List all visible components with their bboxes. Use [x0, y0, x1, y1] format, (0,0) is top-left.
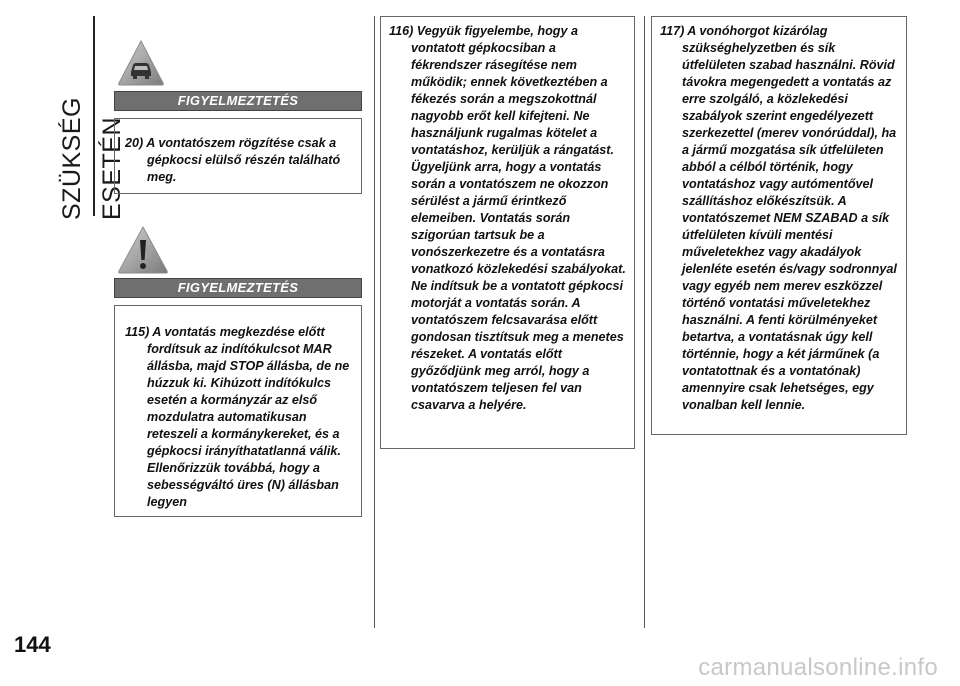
note-117: 117) A vonóhorgot kizárólag szükséghelyzetben és sík útfelületen szabad használni. Rövid távokra megengedett a vontatás az erre szolgáló, a közlekedési szabályok szerint engedélyezett szerkezettel (merev vonórúddal), ha a jármű mozgatása sík útfelületen abból a célból történik, hogy vontatáshoz vagy autómentővel szállításhoz előkészítsük. A vontatószemet NEM SZABAD a sík útfelületen kívüli mentési műveletekhez vagy akadályok jelenléte esetén és/vagy sodronnyal vagy egyéb nem merev eszközzel történő vontatási műveletekhez használni. A fenti körülményeket betartva, a vontatásnak úgy kell történnie, hogy a két járműnek (a vontatottnak és a vontatónak) amennyire csak lehetséges, egy vonalban kell lennie. [660, 24, 897, 412]
warning-note-box-4 [651, 16, 907, 435]
exclamation-warning-icon [116, 224, 170, 276]
car-warning-icon [116, 38, 166, 88]
warning-note-box-3 [380, 16, 635, 449]
warning-note-box-2 [114, 305, 362, 517]
section-title-rule [93, 16, 95, 216]
section-title: SZÜKSÉG ESETÉN [58, 97, 126, 220]
note-116: 116) Vegyük figyelembe, hogy a vontatott gépkocsiban a fékrendszer rásegítése nem működik; ennek következtében a fékezés során a megszokottnál nagyobb erőt kell kifejteni. Ne használjunk rugalmas kötelet a vontatáshoz, kerüljük a rángatást. Ügyeljünk arra, hogy a vontatás során a vontatószem ne okozzon sérülést a jármű érintkező elemeiben. Vontatás során szigorúan tartsuk be a vonószerkezetre és a vontatásra vonatkozó közlekedési szabályokat. Ne indítsuk be a vontatott gépkocsi motorját a vontatás során. A vontatószem felcsavarása előtt gondosan tisztítsuk meg a menetes részeket. A vontatás előtt győződjünk meg arról, hogy a vontatószem teljesen fel van csavarva a helyére. [389, 24, 626, 412]
note-20: 20) A vontatószem rögzítése csak a gépkocsi elülső részén található meg. [125, 136, 341, 184]
warning-banner-1: FIGYELMEZTETÉS [114, 91, 362, 111]
page-number: 144 [14, 632, 51, 657]
column-divider-2 [644, 16, 645, 628]
watermark: carmanualsonline.info [698, 654, 938, 681]
note-115: 115) A vontatás megkezdése előtt fordítsuk az indítókulcsot MAR állásba, majd STOP állásba, de ne húzzuk ki. Kihúzott indítókulcs esetén a kormányzár az első mozdulatra automatikusan reteszeli a kormánykereket, és a gépkocsi irányíthatatlanná válik. Ellenőrizzük továbbá, hogy a sebességváltó üres (N) állásban legyen [125, 325, 350, 509]
column-divider-1 [374, 16, 375, 628]
warning-banner-2: FIGYELMEZTETÉS [114, 278, 362, 298]
warning-note-box-1 [114, 118, 362, 194]
